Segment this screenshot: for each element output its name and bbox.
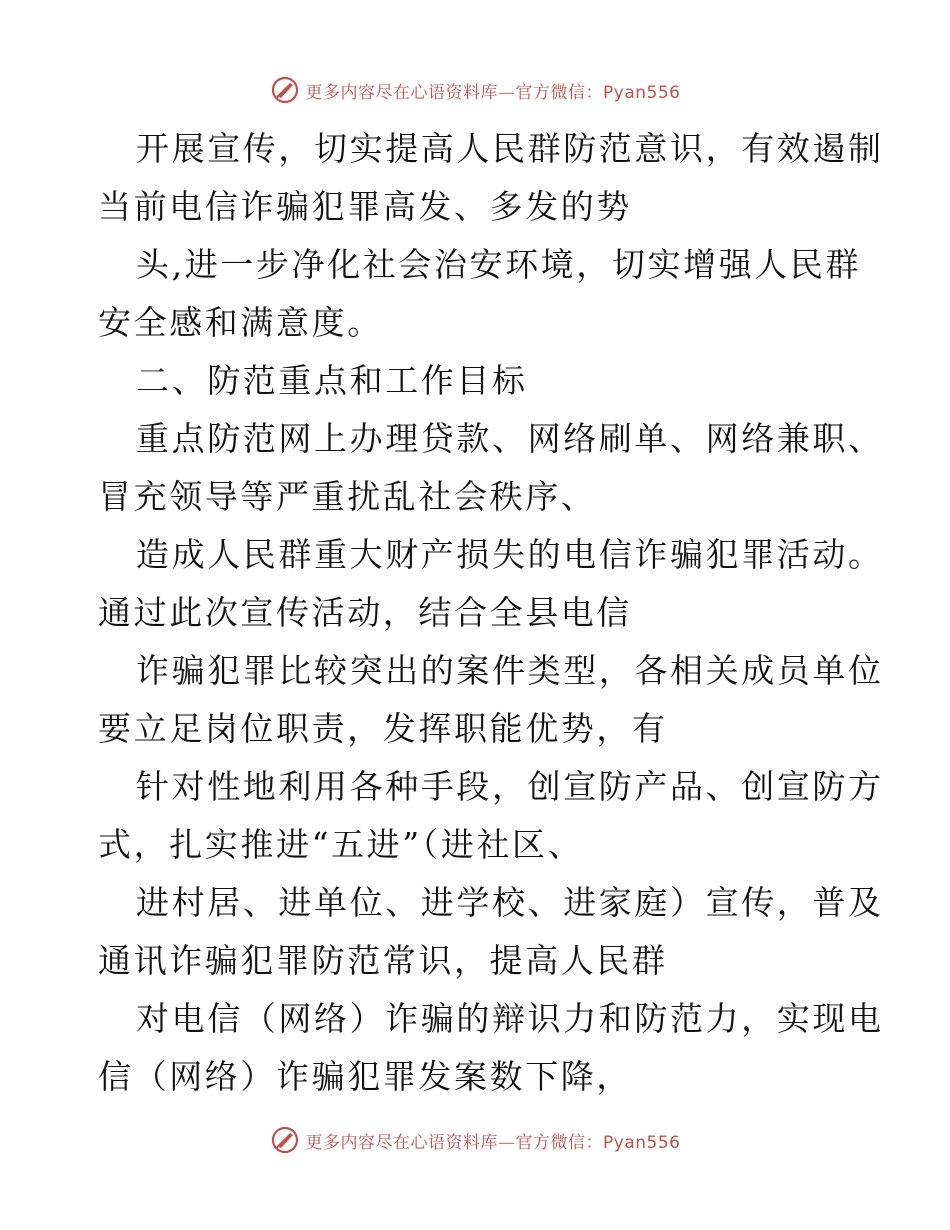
- quill-seal-icon: [270, 1125, 300, 1155]
- document-body: [98, 120, 884, 1106]
- quill-seal-icon: [270, 75, 300, 105]
- paragraph-line: 信（网络）诈骗犯罪发案数下降，: [98, 1057, 632, 1096]
- banner-content: [270, 1125, 681, 1155]
- paragraph-line: 二、防范重点和工作目标: [136, 361, 528, 400]
- paragraph-line: 对电信（网络）诈骗的辩识力和防范力，实现电: [136, 999, 884, 1038]
- paragraph-line: 式，扎实推进“五进”（进社区、: [98, 825, 584, 864]
- banner-text-tail: 官方微信：Pyan556: [515, 82, 681, 103]
- banner-text-separator: —: [498, 82, 516, 103]
- banner-text-main: 更多内容尽在心语资料库: [305, 1132, 499, 1153]
- footer-watermark-banner: [0, 1120, 950, 1160]
- paragraph-line: 冒充领导等严重扰乱社会秩序、: [98, 477, 597, 516]
- paragraph-line: 当前电信诈骗犯罪高发、多发的势: [98, 187, 632, 226]
- paragraph-line: 诈骗犯罪比较突出的案件类型，各相关成员单位: [136, 651, 884, 690]
- paragraph-line: 安全感和满意度。: [98, 303, 383, 342]
- banner-text: [306, 1128, 681, 1153]
- banner-content: [270, 75, 681, 105]
- paragraph-line: 开展宣传，切实提高人民群防范意识，有效遏制: [136, 129, 884, 168]
- header-watermark-banner: [0, 70, 950, 110]
- paragraph-line: 进村居、进单位、进学校、进家庭）宣传，普及: [136, 883, 884, 922]
- banner-text-main: 更多内容尽在心语资料库: [305, 82, 499, 103]
- banner-text-separator: —: [498, 1132, 516, 1153]
- paragraph-line: 通过此次宣传活动，结合全县电信: [98, 593, 632, 632]
- paragraph-line: 造成人民群重大财产损失的电信诈骗犯罪活动。: [136, 535, 884, 574]
- banner-text-tail: 官方微信：Pyan556: [515, 1132, 681, 1153]
- paragraph-line: 针对性地利用各种手段，创宣防产品、创宣防方: [136, 767, 884, 806]
- paragraph-line: 重点防范网上办理贷款、网络刷单、网络兼职、: [136, 419, 884, 458]
- paragraph-line: 要立足岗位职责，发挥职能优势，有: [98, 709, 668, 748]
- paragraph-line: 头,进一步净化社会治安环境，切实增强人民群: [136, 245, 862, 284]
- paragraph-line: 通讯诈骗犯罪防范常识，提高人民群: [98, 941, 668, 980]
- banner-text: [306, 78, 681, 103]
